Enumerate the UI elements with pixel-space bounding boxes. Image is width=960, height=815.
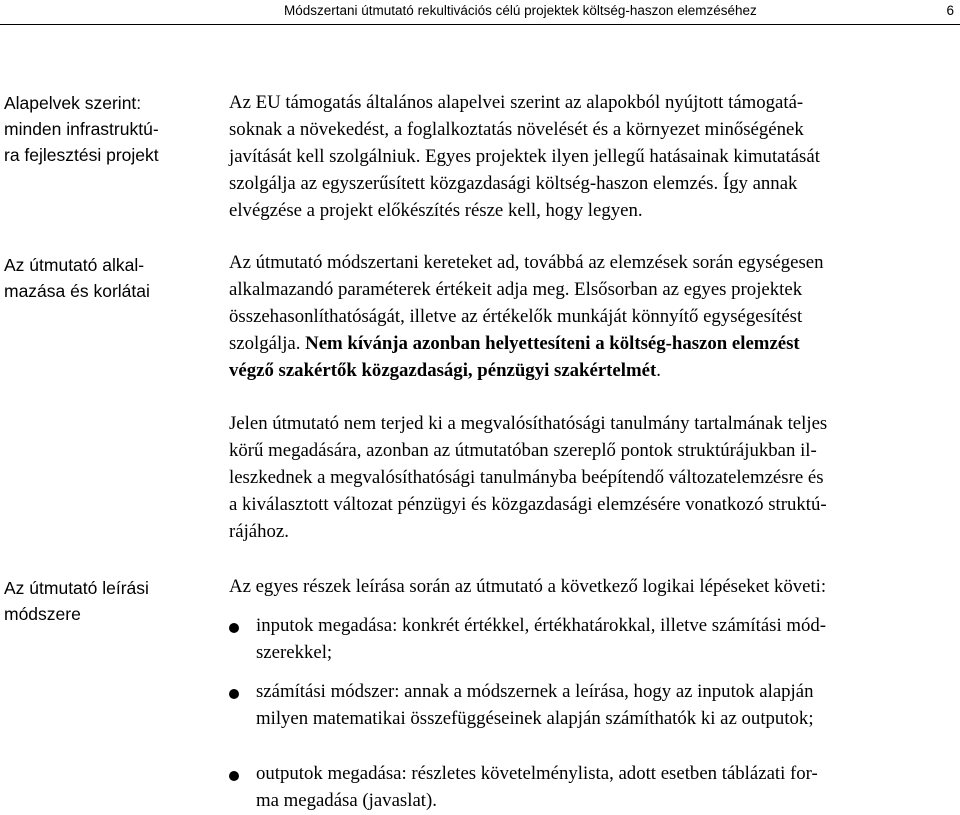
paragraph-line-mixed — [229, 357, 955, 384]
paragraph-eu-principles — [229, 89, 955, 224]
margin-note-method — [4, 575, 200, 627]
bullet-item-outputs — [256, 760, 956, 814]
paragraph-line: leszkednek a megvalósíthatósági tanulmányba beépítendő változatelemzésre és — [229, 467, 824, 488]
bullet-line: inputok megadása: konkrét értékkel, értékhatárokkal, illetve számítási mód- — [256, 615, 827, 636]
bullet-line: outputok megadása: részletes követelménylista, adott esetben táblázati for- — [256, 763, 818, 784]
paragraph-line: elvégzése a projekt előkészítés része kell, hogy legyen. — [229, 200, 643, 221]
bullet-line: számítási módszer: annak a módszernek a leírása, hogy az inputok alapján — [256, 681, 814, 702]
paragraph-line: szolgálja az egyszerűsített közgazdasági költség-haszon elemzés. Így annak — [229, 173, 798, 194]
paragraph-line: alkalmazandó paraméterek értékeit adja meg. Elsősorban az egyes projektek — [229, 279, 803, 300]
page-header — [0, 0, 960, 25]
paragraph-line: Az egyes részek leírása során az útmutató a következő logikai lépéseket követi: — [229, 576, 827, 597]
text-normal: . — [656, 360, 661, 381]
paragraph-line: soknak a növekedést, a foglalkoztatás növelését és a környezet minőségének — [229, 119, 804, 140]
paragraph-line-mixed — [229, 330, 955, 357]
margin-note-line: Az útmutató alkal- — [4, 255, 145, 275]
text-normal: szolgálja. — [229, 333, 306, 354]
margin-note-line: Az útmutató leírási — [4, 578, 149, 598]
margin-note-principles — [4, 90, 200, 168]
bullet-line: milyen matematikai összefüggéseinek alapján számíthatók ki az outputok; — [256, 708, 814, 729]
paragraph-guide-scope — [229, 249, 955, 384]
paragraph-line: összehasonlíthatóságát, illetve az értékelők munkáját könnyítő egységesítést — [229, 306, 803, 327]
paragraph-line: a kiválasztott változat pénzügyi és közgazdasági elemzésére vonatkozó struktú- — [229, 494, 827, 515]
bullet-item-inputs — [256, 612, 956, 666]
paragraph-line: körű megadására, azonban az útmutatóban szereplő pontok struktúrájukban il- — [229, 440, 817, 461]
margin-note-scope — [4, 252, 200, 304]
page-number: 6 — [946, 3, 954, 18]
paragraph-line: Jelen útmutató nem terjed ki a megvalósíthatósági tanulmány tartalmának teljes — [229, 413, 828, 434]
text-bold: végző szakértők közgazdasági, pénzügyi szakértelmét — [229, 360, 657, 381]
bullet-item-method — [256, 678, 956, 732]
margin-note-line: módszere — [4, 604, 81, 624]
bullet-icon — [229, 689, 239, 699]
bullet-icon — [229, 771, 239, 781]
margin-note-line: ra fejlesztési projekt — [4, 145, 159, 165]
margin-note-line: mazása és korlátai — [4, 281, 150, 301]
text-bold: Nem kívánja azonban helyettesíteni a költség-haszon elemzést — [305, 333, 800, 354]
paragraph-feasibility — [229, 410, 955, 545]
bullet-line: szerekkel; — [256, 642, 333, 663]
margin-note-line: Alapelvek szerint: — [4, 93, 142, 113]
bullet-icon — [229, 623, 239, 633]
paragraph-method-intro — [229, 573, 955, 600]
paragraph-line: Az EU támogatás általános alapelvei szerint az alapokból nyújtott támogatá- — [229, 92, 804, 113]
paragraph-line: Az útmutató módszertani kereteket ad, továbbá az elemzések során egységesen — [229, 252, 824, 273]
paragraph-line: javítását kell szolgálniuk. Egyes projektek ilyen jellegű hatásainak kimutatását — [229, 146, 820, 167]
header-title: Módszertani útmutató rekultivációs célú projektek költség-haszon elemzéséhez — [284, 3, 757, 18]
margin-note-line: minden infrastruktú- — [4, 119, 159, 139]
bullet-line: ma megadása (javaslat). — [256, 790, 437, 811]
paragraph-line: rájához. — [229, 521, 289, 542]
